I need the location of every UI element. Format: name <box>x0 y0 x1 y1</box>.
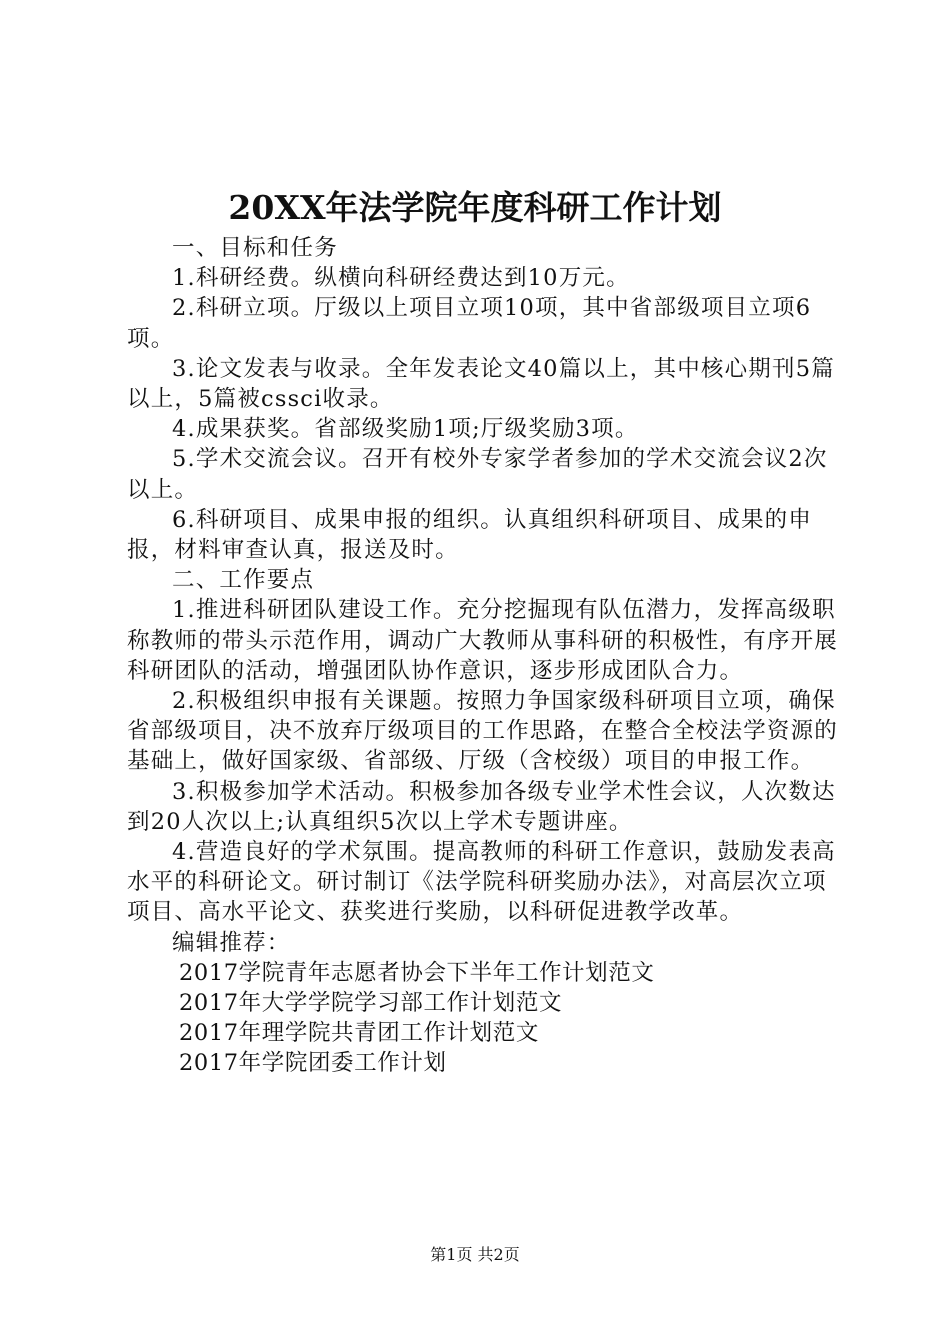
paragraph-research-teams: 1.推进科研团队建设工作。充分挖掘现有队伍潜力，发挥高级职称教师的带头示范作用，调动广大教师从事科研的积极性，有序开展科研团队的活动，增强团队协作意识，逐步形成团队合力。 <box>127 597 839 684</box>
paragraph-awards: 4.成果获奖。省部级奖励1项;厅级奖励3项。 <box>172 416 639 443</box>
paragraph-funding: 1.科研经费。纵横向科研经费达到10万元。 <box>172 265 630 292</box>
paragraph-topic-applications: 2.积极组织申报有关课题。按照力争国家级科研项目立项，确保省部级项目，决不放弃厅级项目的工作思路，在整合全校法学资源的基础上，做好国家级、省部级、厅级（含校级）项目的申报工作。 <box>127 688 839 775</box>
editor-recommendation-label: 编辑推荐： <box>172 929 291 956</box>
document-body <box>127 233 843 1079</box>
section-heading-goals: 一、目标和任务 <box>172 235 338 261</box>
page-number-footer: 第1页 共2页 <box>430 1245 520 1264</box>
paragraph-projects: 2.科研立项。厅级以上项目立项10项，其中省部级项目立项6项。 <box>127 295 812 352</box>
paragraph-applications: 6.科研项目、成果申报的组织。认真组织科研项目、成果的申报，材料审查认真，报送及时。 <box>127 506 813 564</box>
paragraph-publications: 3.论文发表与收录。全年发表论文40篇以上，其中核心期刊5篇以上，5篇被cssci收录。 <box>127 355 835 413</box>
paragraph-academic-activities: 3.积极参加学术活动。积极参加各级专业学术性会议，人次数达到20人次以上;认真组织5次以上学术专题讲座。 <box>127 778 836 835</box>
paragraph-academic-atmosphere: 4.营造良好的学术氛围。提高教师的科研工作意识，鼓励发表高水平的科研论文。研讨制订《法学院科研奖励办法》，对高层次立项项目、高水平论文、获奖进行奖励，以科研促进教学改革。 <box>127 839 836 926</box>
section-heading-key-points: 二、工作要点 <box>172 567 315 594</box>
recommendation-item[interactable]: 2017年学院团委工作计划 <box>179 1050 447 1077</box>
recommendation-item[interactable]: 2017年理学院共青团工作计划范文 <box>179 1020 539 1047</box>
recommendation-item[interactable]: 2017年大学学院学习部工作计划范文 <box>179 990 563 1017</box>
paragraph-conferences: 5.学术交流会议。召开有校外专家学者参加的学术交流会议2次以上。 <box>127 446 828 503</box>
recommendation-item[interactable]: 2017学院青年志愿者协会下半年工作计划范文 <box>179 959 655 986</box>
document-title: 20XX年法学院年度科研工作计划 <box>228 188 722 227</box>
